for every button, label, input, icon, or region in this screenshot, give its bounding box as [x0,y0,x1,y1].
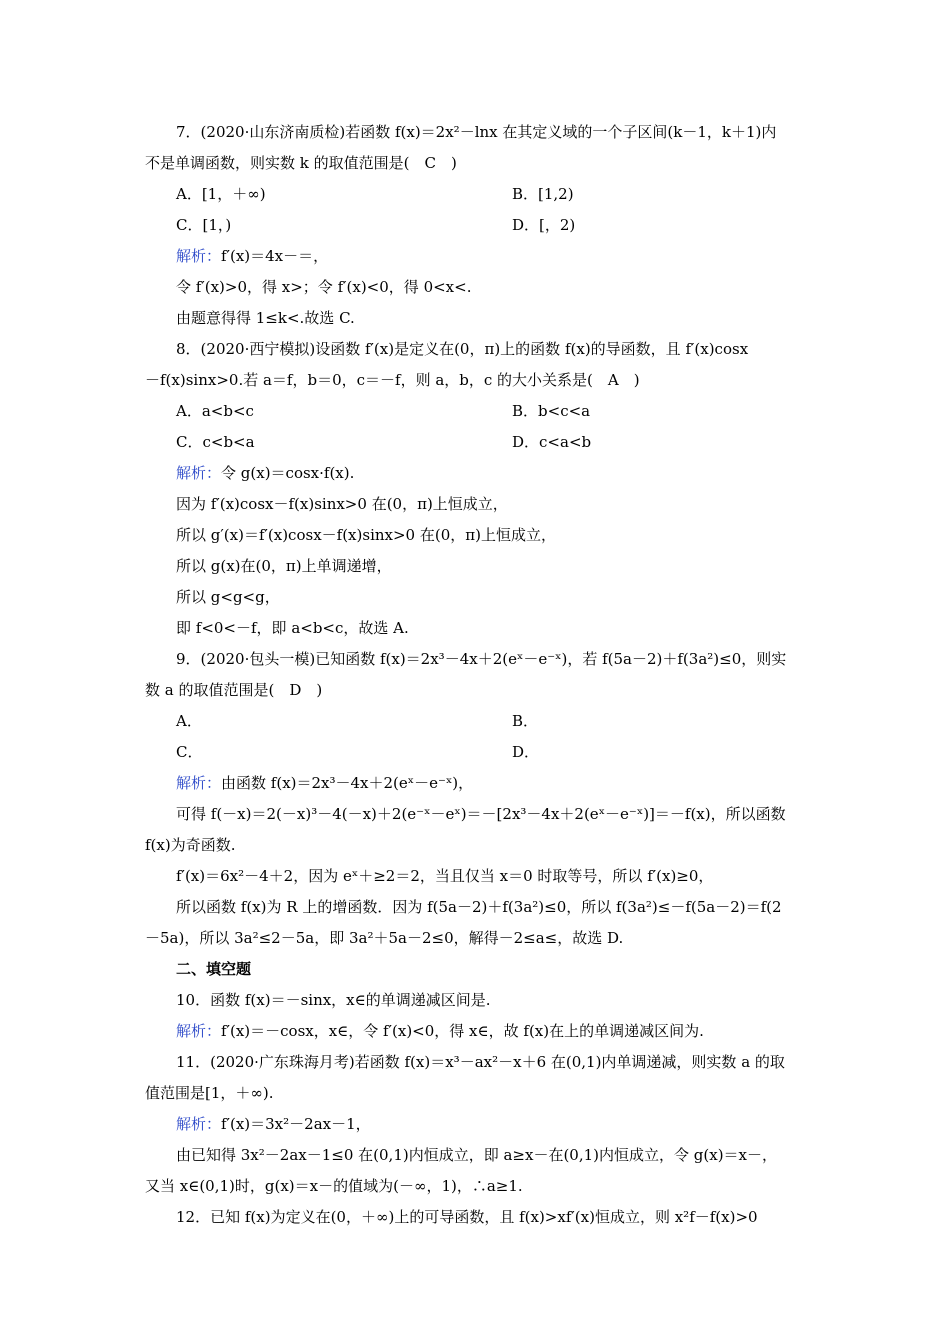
q9-option-b: B． [512,712,539,730]
q9-solution-line-2: 可得 f(－x)＝2(－x)³－4(－x)＋2(e⁻ˣ－eˣ)＝－[2x³－4x＋2(eˣ－e⁻ˣ)]＝－f(x)，所以函数 [176,805,786,823]
solution-label: 解析： [176,774,222,792]
q9-solution-line-1 [176,773,846,793]
q12-line-1: 12．已知 f(x)为定义在(0，＋∞)上的可导函数，且 f(x)>xf′(x)恒成立，则 x²f－f(x)>0 [176,1208,758,1226]
q8-solution-line-2: 因为 f′(x)cosx－f(x)sinx>0 在(0，π)上恒成立， [176,495,508,513]
q8-option-d: D．c<a<b [512,433,592,451]
solution-label: 解析： [176,1115,222,1133]
q9-solution-line-4: f′(x)＝6x²－4＋2，因为 eˣ＋≥2＝2，当且仅当 x＝0 时取等号，所以 f′(x)≥0， [176,867,714,885]
q9-option-a: A． [176,712,202,730]
q10-solution-line-1 [176,1021,846,1041]
q8-solution-line-3: 所以 g′(x)＝f′(x)cosx－f(x)sinx>0 在(0，π)上恒成立， [176,526,556,544]
q7-line-2: 不是单调函数，则实数 k 的取值范围是( C ) [145,154,457,172]
q9-solution-line-6: －5a)，所以 3a²≤2－5a，即 3a²＋5a－2≤0，解得－2≤a≤，故选 D. [145,929,624,947]
solution-label: 解析： [176,1022,222,1040]
q8-option-b: B．b<c<a [512,402,591,420]
solution-text: 令 g(x)＝cosx·f(x). [221,464,355,482]
q8-solution-line-6: 即 f<0<－f，即 a<b<c，故选 A. [176,619,409,637]
q7-option-a: A．[1，＋∞) [176,185,266,203]
q8-option-c: C．c<b<a [176,433,255,451]
q11-solution-line-3: 又当 x∈(0,1)时，g(x)＝x－的值域为(－∞，1)，∴a≥1. [145,1177,523,1195]
q10-line-1: 10．函数 f(x)＝－sinx，x∈的单调递减区间是. [176,991,491,1009]
q11-line-1: 11．(2020·广东珠海月考)若函数 f(x)＝x³－ax²－x＋6 在(0,1)内单调递减，则实数 a 的取 [176,1053,785,1071]
q8-solution-line-5: 所以 g<g<g， [176,588,280,606]
solution-label: 解析： [176,464,222,482]
q8-option-a: A．a<b<c [176,402,254,420]
solution-text: f′(x)＝3x²－2ax－1， [221,1115,371,1133]
q8-solution-line-4: 所以 g(x)在(0，π)上单调递增， [176,557,392,575]
solution-text: f′(x)＝－cosx，x∈，令 f′(x)<0，得 x∈，故 f(x)在上的单调递减区间为. [221,1022,704,1040]
q9-option-c: C． [176,743,203,761]
q7-option-b: B．[1,2) [512,185,574,203]
q11-line-2: 值范围是[1，＋∞). [145,1084,274,1102]
solution-text: 由函数 f(x)＝2x³－4x＋2(eˣ－e⁻ˣ)， [221,774,474,792]
q8-solution-line-1 [176,463,846,483]
q9-option-d: D． [512,743,540,761]
solution-text: f′(x)＝4x－＝， [221,247,329,265]
q8-line-2: －f(x)sinx>0.若 a＝f，b＝0，c＝－f，则 a，b，c 的大小关系是( A ) [145,371,640,389]
q7-solution-line-3: 由题意得得 1≤k<.故选 C. [176,309,355,327]
q9-line-2: 数 a 的取值范围是( D ) [145,681,323,699]
q9-line-1: 9．(2020·包头一模)已知函数 f(x)＝2x³－4x＋2(eˣ－e⁻ˣ)，若 f(5a－2)＋f(3a²)≤0，则实 [176,650,787,668]
q11-solution-line-1 [176,1114,846,1134]
section-heading: 二、填空题 [176,960,252,978]
q9-solution-line-3: f(x)为奇函数. [145,836,236,854]
solution-label: 解析： [176,247,222,265]
q7-line-1: 7．(2020·山东济南质检)若函数 f(x)＝2x²－lnx 在其定义域的一个子区间(k－1，k＋1)内 [176,123,777,141]
q7-solution-line-1 [176,246,846,266]
q7-option-d: D．[，2) [512,216,576,234]
q7-solution-line-2: 令 f′(x)>0，得 x>；令 f′(x)<0，得 0<x<. [176,278,472,296]
q11-solution-line-2: 由已知得 3x²－2ax－1≤0 在(0,1)内恒成立，即 a≥x－在(0,1)内恒成立，令 g(x)＝x－， [176,1146,778,1164]
q9-solution-line-5: 所以函数 f(x)为 R 上的增函数．因为 f(5a－2)＋f(3a²)≤0，所以 f(3a²)≤－f(5a－2)＝f(2 [176,898,782,916]
q7-option-c: C．[1，) [176,216,232,234]
q8-line-1: 8．(2020·西宁模拟)设函数 f′(x)是定义在(0，π)上的函数 f(x)的导函数，且 f′(x)cosx [176,340,749,358]
